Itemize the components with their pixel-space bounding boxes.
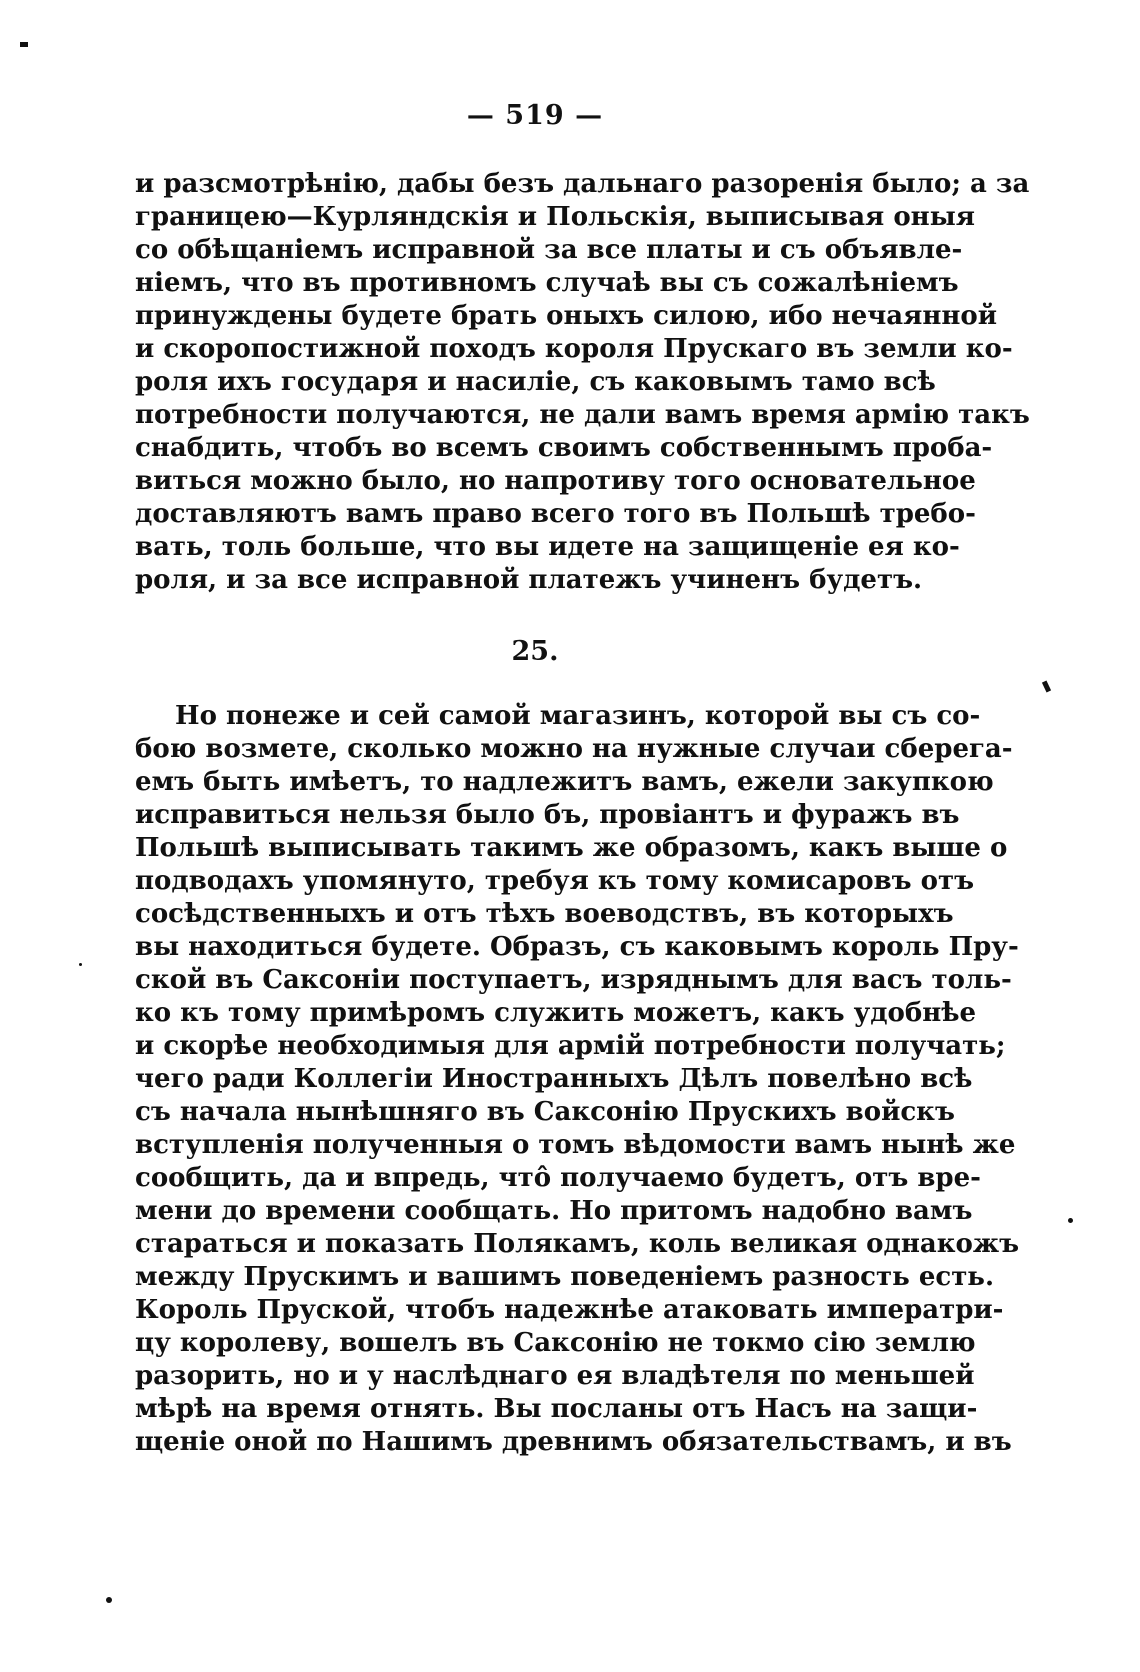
paragraph-continued (135, 168, 1030, 597)
text-line: и скорѣе необходимыя для армій потребности получать; (135, 1031, 1006, 1061)
text-line: ской въ Саксоніи поступаетъ, изряднымъ для васъ толь- (135, 965, 1012, 995)
text-line: мѣрѣ на время отнять. Вы посланы отъ Насъ на защи- (135, 1394, 978, 1424)
text-line: вы находиться будете. Образъ, съ каковымъ король Пру- (135, 932, 1019, 962)
text-line: бою возмете, сколько можно на нужные случаи сберегa- (135, 734, 1013, 764)
scan-speck (20, 42, 28, 47)
text-line: вать, толь больше, что вы идете на защищеніе ея ко- (135, 532, 960, 562)
scan-speck (1042, 680, 1051, 692)
text-line: разорить, но и у наслѣднаго ея владѣтеля по меньшей (135, 1361, 975, 1391)
text-line: и скоропостижной походъ короля Прускаго въ земли ко- (135, 334, 1013, 364)
scan-speck (79, 963, 82, 966)
text-line: щеніе оной по Нашимъ древнимъ обязательствамъ, и въ (135, 1427, 1012, 1457)
text-line: съ начала нынѣшняго въ Саксонію Прускихъ войскъ (135, 1097, 955, 1127)
text-line: емъ быть имѣетъ, то надлежитъ вамъ, ежели закупкою (135, 767, 994, 797)
text-line: Король Пруской, чтобъ надежнѣе атаковать императри- (135, 1295, 1004, 1325)
scan-speck (106, 1597, 112, 1603)
text-line: ко къ тому примѣромъ служить можетъ, какъ удобнѣе (135, 998, 977, 1028)
text-line: Польшѣ выписывать такимъ же образомъ, какъ выше о (135, 833, 1008, 863)
text-line: роля ихъ государя и насиліе, съ каковымъ тамо всѣ (135, 367, 936, 397)
text-line: виться можно было, но напротиву того основательное (135, 466, 976, 496)
text-line: стараться и показать Полякамъ, коль великая однакожъ (135, 1229, 1020, 1259)
page-number: — 519 — (466, 100, 604, 131)
text-line: и разсмотрѣнію, дабы безъ дальнаго разоренія было; а за (135, 169, 1030, 199)
text-line: снабдить, чтобъ во всемъ своимъ собственнымъ пробa- (135, 433, 993, 463)
text-line: подводахъ упомянуто, требуя къ тому комисаровъ отъ (135, 866, 975, 896)
text-line: цу королеву, вошелъ въ Саксонію не токмо сію землю (135, 1328, 976, 1358)
text-line: роля, и за все исправной платежъ учиненъ будетъ. (135, 565, 923, 595)
text-line: Но понеже и сей самой магазинъ, которой вы съ со- (175, 701, 981, 731)
text-line: исправиться нельзя было бъ, провіантъ и фуражъ въ (135, 800, 960, 830)
text-line: границею—Курляндскія и Польскія, выписывая оныя (135, 202, 975, 232)
text-line: сообщить, да и впредь, что̂ получаемо будетъ, отъ вре- (135, 1163, 981, 1193)
section-number: 25. (511, 636, 559, 667)
scan-speck (1068, 1218, 1073, 1223)
text-line: принуждены будете брать оныхъ силою, ибо нечаянной (135, 301, 998, 331)
text-line: между Прускимъ и вашимъ поведеніемъ разность есть. (135, 1262, 995, 1292)
paragraph-section-25 (135, 700, 1020, 1459)
text-line: чего ради Коллегіи Иностранныхъ Дѣлъ повелѣно всѣ (135, 1064, 973, 1094)
text-line: доставляютъ вамъ право всего того въ Польшѣ требо- (135, 499, 976, 529)
text-line: со обѣщаніемъ исправной за все платы и съ объявле- (135, 235, 963, 265)
text-line: сосѣдственныхъ и отъ тѣхъ воеводствъ, въ которыхъ (135, 899, 954, 929)
text-line: ніемъ, что въ противномъ случаѣ вы съ сожалѣніемъ (135, 268, 959, 298)
text-line: мени до времени сообщать. Но притомъ надобно вамъ (135, 1196, 973, 1226)
text-line: вступленія полученныя о томъ вѣдомости вамъ нынѣ же (135, 1130, 1016, 1160)
text-line: потребности получаются, не дали вамъ время армію такъ (135, 400, 1030, 430)
